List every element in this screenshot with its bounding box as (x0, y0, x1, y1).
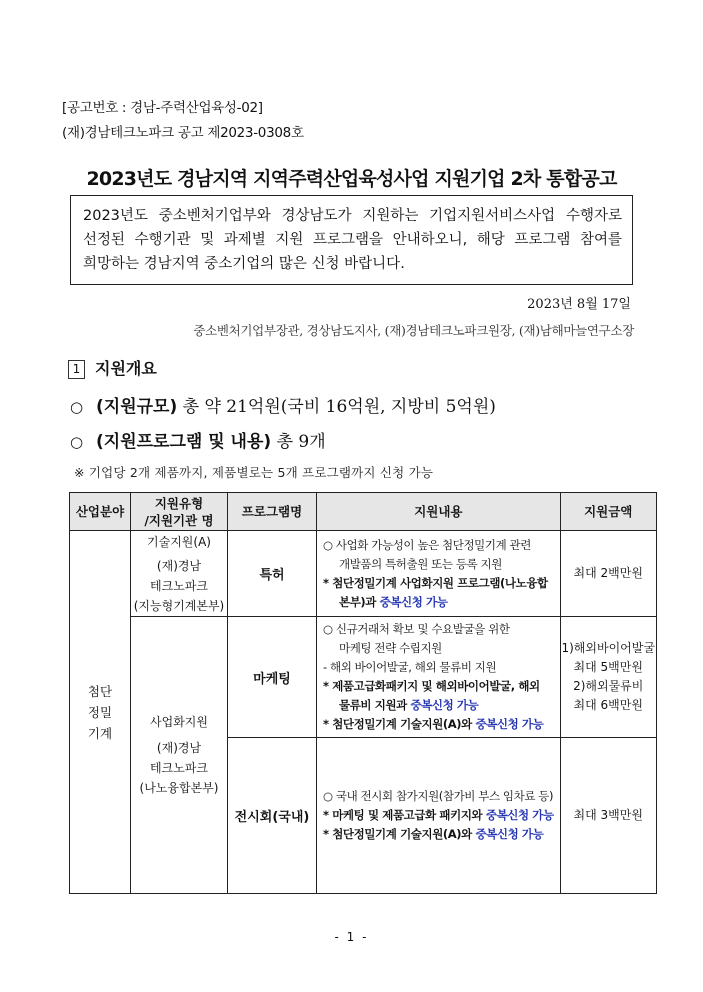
duplicate-allowed: 중복신청 가능 (410, 698, 479, 712)
page-number: - 1 - (334, 930, 369, 944)
duplicate-allowed: 중복신청 가능 (485, 808, 554, 822)
content-text: * 첨단정밀기계 기술지원(A)와 (323, 827, 472, 841)
org-line: (재)경남 (156, 558, 202, 573)
field-line: 기계 (87, 725, 113, 741)
program-name: 전시회(국내) (228, 738, 317, 894)
bullet-programs (70, 427, 326, 452)
field-line: 정밀 (87, 704, 113, 720)
table-header-row (70, 493, 657, 531)
bullet-label: (지원프로그램 및 내용) (96, 432, 272, 452)
table-row (70, 531, 657, 617)
notice-org-number: (재)경남테크노파크 공고 제2023-0308호 (62, 125, 304, 141)
amount-cell: 최대 2백만원 (560, 531, 656, 617)
header-field: 산업분야 (70, 493, 131, 531)
table-row (70, 617, 657, 738)
bullet-text: 총 9개 (276, 432, 326, 452)
content-line: * 첨단정밀기계 사업화지원 프로그램(나노융합 (323, 575, 548, 590)
amount-line: 최대 5백만원 (573, 660, 643, 674)
bullet-marker: ○ (70, 398, 84, 416)
program-name: 특허 (228, 531, 317, 617)
bullet-marker: ○ (70, 433, 84, 451)
intro-box: 2023년도 중소벤처기업부와 경상남도가 지원하는 기업지원서비스사업 수행자로 선정된 수행기관 및 과제별 지원 프로그램을 안내하오니, 해당 프로그램 참여를 희망하는 경남지역 중소기업의 많은 신청 바랍니다. (70, 195, 633, 285)
content-line: 마케팅 전략 수립지원 (339, 641, 442, 655)
org-line: 테크노파크 (150, 761, 208, 775)
content-text: * 마케팅 및 제품고급화 패키지와 (323, 808, 483, 822)
program-table (69, 492, 657, 894)
content-text: 물류비 지원과 (339, 698, 407, 712)
program-content (317, 617, 561, 738)
bullet-label: (지원규모) (96, 397, 178, 417)
amount-line: 2)해외물류비 (573, 679, 644, 693)
org-cell-tech (131, 531, 228, 617)
content-line (323, 715, 554, 734)
header-type-line1: 지원유형 (154, 495, 204, 511)
org-type: 기술지원(A) (147, 534, 211, 549)
bullet-text: 총 약 21억원(국비 16억원, 지방비 5억원) (182, 397, 496, 417)
notice-date: 2023년 8월 17일 (527, 297, 631, 312)
content-line: * 제품고급화패키지 및 해외바이어발굴, 해외 (323, 679, 540, 693)
header-program: 프로그램명 (228, 493, 317, 531)
org-line: (나노융합본부) (139, 781, 219, 795)
org-line: (지능형기계본부) (133, 598, 225, 613)
section-heading (68, 356, 157, 379)
amount-line: 최대 6백만원 (573, 698, 643, 712)
program-content (317, 738, 561, 894)
amount-cell (560, 617, 656, 738)
amount-cell: 최대 3백만원 (560, 738, 656, 894)
content-line (323, 593, 554, 612)
content-line: 개발품의 특허출원 또는 등록 지원 (339, 556, 502, 571)
field-line: 첨단 (87, 683, 113, 699)
content-text: * 첨단정밀기계 기술지원(A)와 (323, 717, 472, 731)
org-type: 사업화지원 (150, 715, 208, 729)
header-type (131, 493, 228, 531)
content-line (323, 825, 554, 844)
content-line: - 해외 바이어발굴, 해외 물류비 지원 (323, 660, 497, 674)
section-number: 1 (68, 360, 85, 379)
application-note: ※ 기업당 2개 제품까지, 제품별로는 5개 프로그램까지 신청 가능 (74, 465, 434, 480)
content-line: ○ 신규거래처 확보 및 수요발굴을 위한 (323, 622, 510, 636)
content-line: ○ 국내 전시회 참가지원(참가비 부스 임차료 등) (323, 789, 554, 803)
header-content: 지원내용 (317, 493, 561, 531)
duplicate-allowed: 중복신청 가능 (475, 717, 544, 731)
content-line (323, 806, 554, 825)
org-line: 테크노파크 (150, 578, 208, 593)
program-name: 마케팅 (228, 617, 317, 738)
content-line: ○ 사업화 가능성이 높은 첨단정밀기계 관련 (323, 537, 531, 552)
program-content (317, 531, 561, 617)
issuing-organizations: 중소벤처기업부장관, 경상남도지사, (재)경남테크노파크원장, (재)남해마늘연구소장 (193, 323, 634, 338)
content-line (323, 696, 554, 715)
section-title: 지원개요 (95, 359, 157, 378)
content-text: 본부)과 (339, 594, 376, 609)
page-title: 2023년도 경남지역 지역주력산업육성사업 지원기업 2차 통합공고 (86, 168, 617, 190)
amount-line: 1)해외바이어발굴 (561, 641, 655, 655)
org-cell-commercial (131, 617, 228, 894)
industry-field-cell (70, 531, 131, 894)
header-amount: 지원금액 (560, 493, 656, 531)
bullet-scale (70, 392, 496, 417)
org-line: (재)경남 (156, 741, 202, 755)
duplicate-allowed: 중복신청 가능 (475, 827, 544, 841)
notice-number: [공고번호 : 경남-주력산업육성-02] (62, 100, 263, 116)
header-type-line2: /지원기관 명 (144, 512, 214, 528)
duplicate-allowed: 중복신청 가능 (379, 594, 448, 609)
